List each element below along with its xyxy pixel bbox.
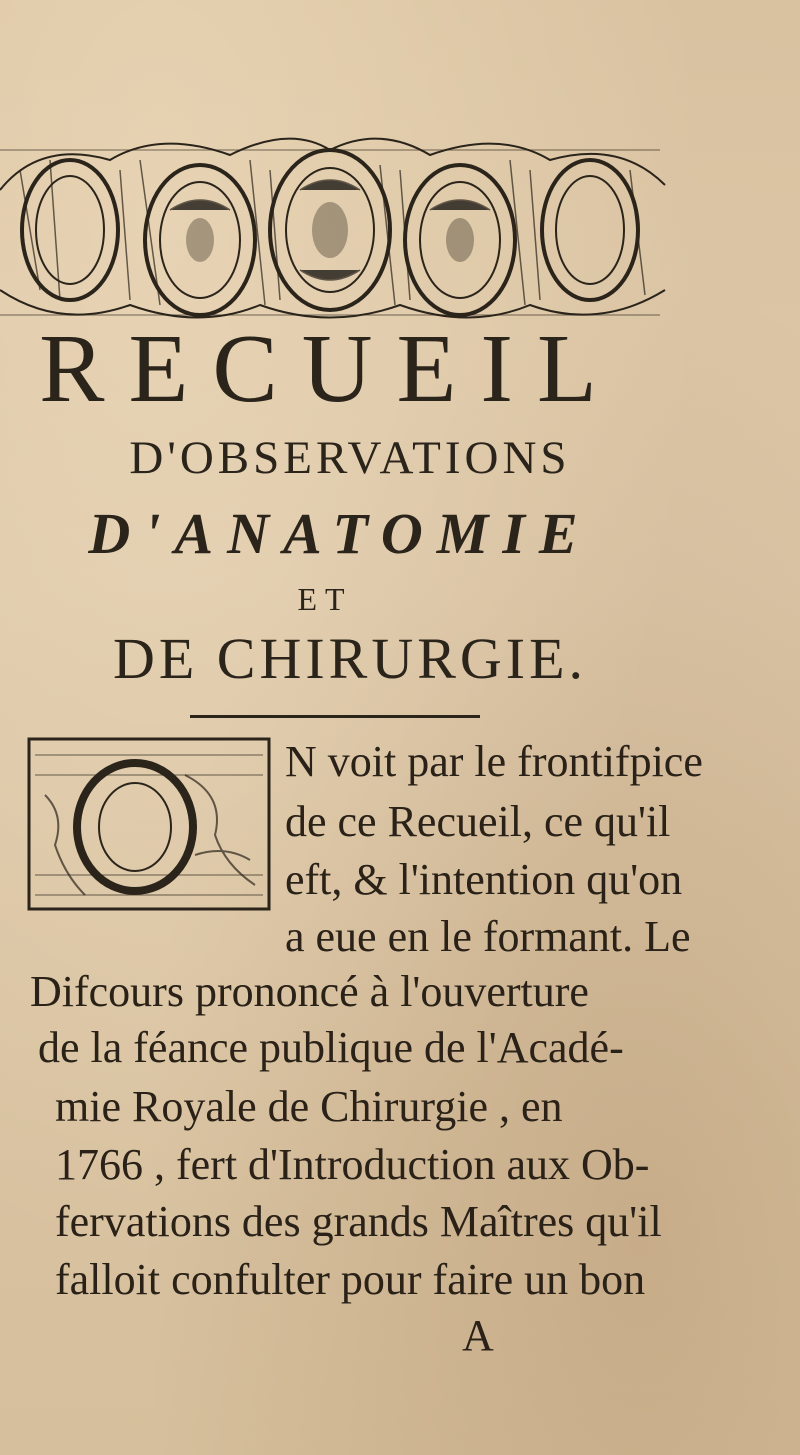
body-line-8: 1766 , fert d'Introduction aux Ob-: [55, 1140, 650, 1189]
body-line-3: eft, & l'intention qu'on: [285, 855, 683, 904]
body-line-1: N voit par le frontifpice: [285, 737, 703, 786]
divider-rule: [190, 715, 480, 718]
body-line-7: mie Royale de Chirurgie , en: [55, 1082, 563, 1131]
body-line-4: a eue en le formant. Le: [285, 912, 691, 961]
signature-mark: A: [462, 1311, 494, 1360]
body-line-2: de ce Recueil, ce qu'il: [285, 797, 671, 846]
body-line-5: Difcours prononcé à l'ouverture: [30, 967, 589, 1016]
body-line-9: fervations des grands Maîtres qu'il: [55, 1197, 662, 1246]
title-et: ET: [297, 581, 353, 617]
ornamental-headpiece: [0, 130, 670, 330]
ornamental-initial-o: [25, 735, 273, 913]
body-line-10: falloit confulter pour faire un bon: [55, 1255, 646, 1304]
body-line-6: de la féance publique de l'Acadé-: [38, 1023, 624, 1072]
title-recueil: RECUEIL: [39, 315, 621, 423]
title-anatomie: D'ANATOMIE: [88, 501, 592, 566]
title-chirurgie: DE CHIRURGIE.: [112, 626, 588, 691]
title-observations: D'OBSERVATIONS: [129, 432, 571, 484]
